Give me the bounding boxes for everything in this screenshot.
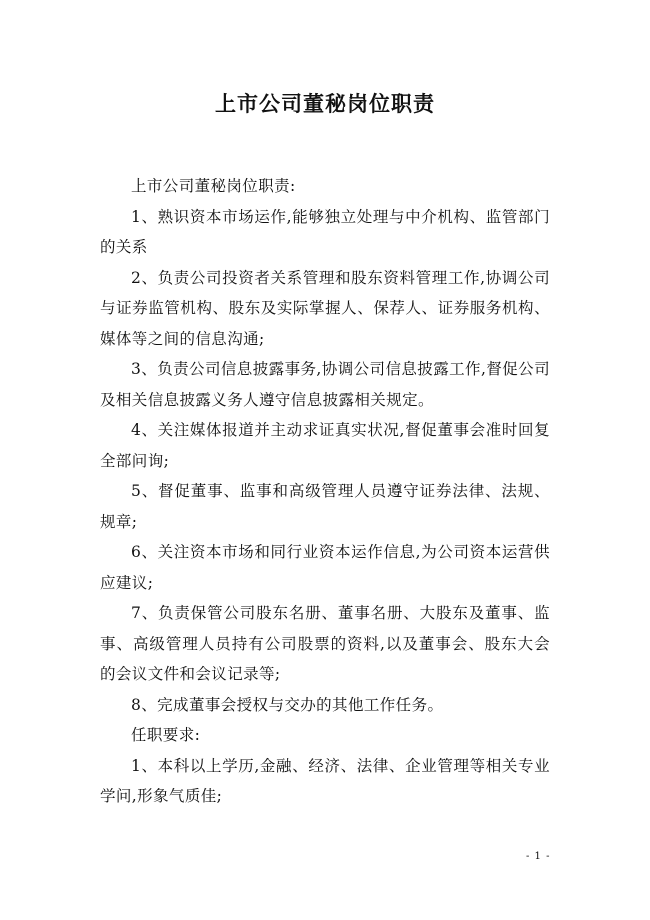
paragraph-duty-8: 8、完成董事会授权与交办的其他工作任务。 (131, 695, 444, 714)
page-number: - 1 - (526, 851, 551, 862)
paragraph-intro: 上市公司董秘岗位职责: (131, 177, 296, 195)
paragraph-duty-6: 6、关注资本市场和同行业资本运作信息,为公司资本运营供应建议; (100, 543, 550, 592)
paragraph-duty-7: 7、负责保管公司股东名册、董事名册、大股东及董事、监事、高级管理人员持有公司股票的资料,以及董事会、股东大会的会议文件和会议记录等; (100, 604, 550, 683)
paragraph-duty-2: 2、负责公司投资者关系管理和股东资料管理工作,协调公司与证券监管机构、股东及实际掌握人、保荐人、证券服务机构、媒体等之间的信息沟通; (100, 268, 550, 348)
paragraph-duty-4: 4、关注媒体报道并主动求证真实状况,督促董事会准时回复全部问询; (100, 421, 550, 470)
paragraph-duty-3: 3、负责公司信息披露事务,协调公司信息披露工作,督促公司及相关信息披露义务人遵守信息披露相关规定。 (100, 360, 550, 409)
document-title: 上市公司董秘岗位职责 (215, 91, 435, 116)
paragraph-requirement-1: 1、本科以上学历,金融、经济、法律、企业管理等相关专业学问,形象气质佳; (100, 756, 550, 805)
paragraph-requirements-heading: 任职要求: (131, 726, 201, 744)
document-body (100, 171, 550, 812)
paragraph-duty-5: 5、督促董事、监事和高级管理人员遵守证券法律、法规、规章; (100, 482, 550, 531)
paragraph-duty-1: 1、熟识资本市场运作,能够独立处理与中介机构、监管部门的关系 (100, 207, 550, 256)
